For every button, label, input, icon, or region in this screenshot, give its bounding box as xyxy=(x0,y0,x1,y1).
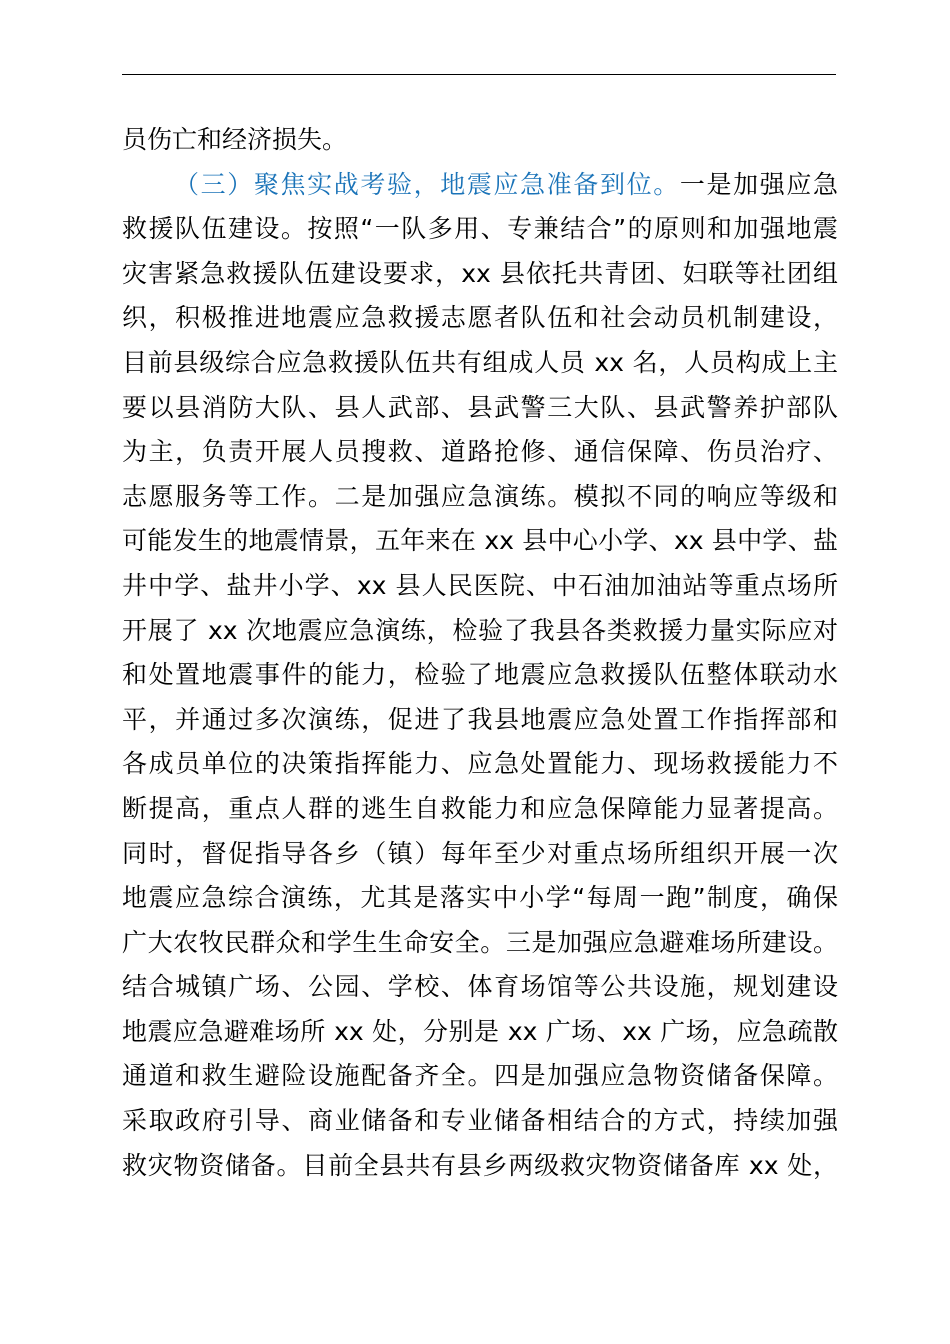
text-line-13: 和处置地震事件的能力，检验了地震应急救援队伍整体联动水 xyxy=(122,660,838,690)
text-line-23: 采取政府引导、商业储备和专业储备相结合的方式，持续加强 xyxy=(122,1106,838,1136)
text-line-14: 平，并通过多次演练，促进了我县地震应急处置工作指挥部和 xyxy=(122,704,838,734)
text-line-15: 各成员单位的决策指挥能力、应急处置能力、现场救援能力不 xyxy=(122,749,838,779)
text-line-17: 同时，督促指导各乡（镇）每年至少对重点场所组织开展一次 xyxy=(122,838,838,868)
text-line-12: 开展了 xx 次地震应急演练，检验了我县各类救援力量实际应对 xyxy=(122,615,838,645)
text-line-3: 救援队伍建设。按照“一队多用、专兼结合”的原则和加强地震 xyxy=(122,214,838,244)
text-line-6: 目前县级综合应急救援队伍共有组成人员 xx 名，人员构成上主 xyxy=(122,347,838,377)
section-heading: （三）聚焦实战考验，地震应急准备到位。 xyxy=(174,169,680,199)
header-rule xyxy=(122,74,836,75)
text-line-22: 通道和救生避险设施配备齐全。四是加强应急物资储备保障。 xyxy=(122,1061,838,1091)
text-line-16: 断提高，重点人群的逃生自救能力和应急保障能力显著提高。 xyxy=(122,793,838,823)
text-line-2 xyxy=(122,163,838,208)
text-line-2-rest: 一是加强应急 xyxy=(679,169,838,199)
text-line-18: 地震应急综合演练，尤其是落实中小学“每周一跑”制度，确保 xyxy=(122,883,838,913)
text-line-5: 织，积极推进地震应急救援志愿者队伍和社会动员机制建设， xyxy=(122,303,838,333)
text-line-11: 井中学、盐井小学、xx 县人民医院、中石油加油站等重点场所 xyxy=(122,570,838,600)
text-line-19: 广大农牧民群众和学生生命安全。三是加强应急避难场所建设。 xyxy=(122,927,838,957)
text-line-10: 可能发生的地震情景，五年来在 xx 县中心小学、xx 县中学、盐 xyxy=(122,526,838,556)
text-line-21: 地震应急避难场所 xx 处，分别是 xx 广场、xx 广场，应急疏散 xyxy=(122,1016,838,1046)
text-line-24: 救灾物资储备。目前全县共有县乡两级救灾物资储备库 xx 处， xyxy=(122,1150,838,1180)
body-text xyxy=(122,118,838,1188)
text-line-9: 志愿服务等工作。二是加强应急演练。模拟不同的响应等级和 xyxy=(122,481,838,511)
text-line-8: 为主，负责开展人员搜救、道路抢修、通信保障、伤员治疗、 xyxy=(122,437,838,467)
text-line-1: 员伤亡和经济损失。 xyxy=(122,125,348,154)
text-line-4: 灾害紧急救援队伍建设要求，xx 县依托共青团、妇联等社团组 xyxy=(122,258,838,288)
text-line-20: 结合城镇广场、公园、学校、体育场馆等公共设施，规划建设 xyxy=(122,972,838,1002)
text-line-7: 要以县消防大队、县人武部、县武警三大队、县武警养护部队 xyxy=(122,392,838,422)
